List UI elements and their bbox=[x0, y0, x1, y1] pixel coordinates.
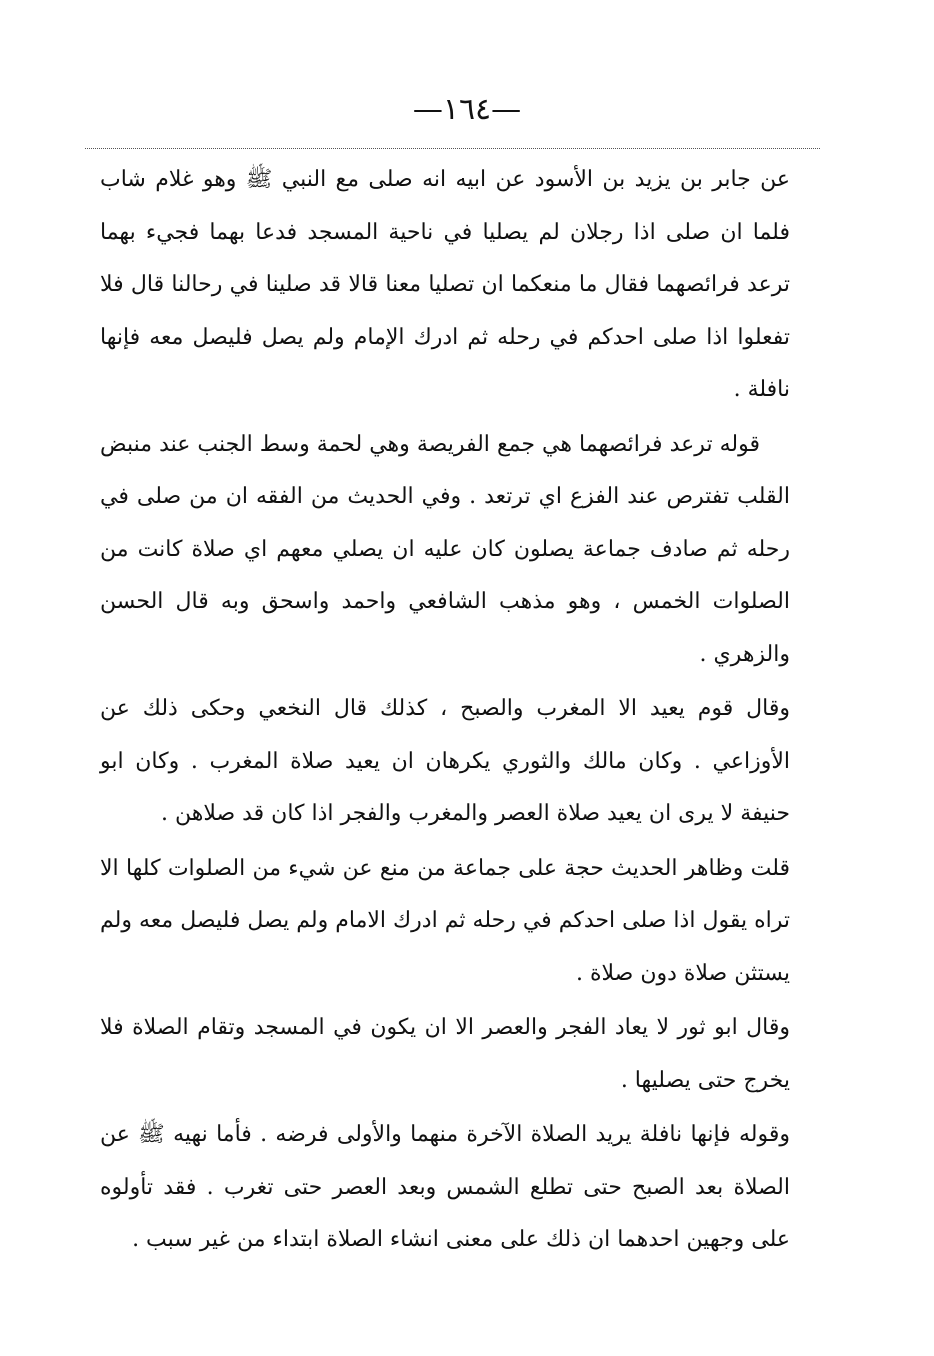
paragraph-abu-thawr: وقال ابو ثور لا يعاد الفجر والعصر الا ان يكون في المسجد وتقام الصلاة فلا يخرج حتى يصليها . bbox=[100, 1015, 790, 1093]
body-text bbox=[100, 154, 790, 1267]
header-divider bbox=[85, 148, 820, 149]
page-number: —١٦٤— bbox=[412, 92, 522, 127]
paragraph-hadith: عن جابر بن يزيد بن الأسود عن ابيه انه صلى مع النبي ﷺ وهو غلام شاب فلما ان صلى اذا رجلان لم يصليا في ناحية المسجد فدعا بهما فجيء بهما ترعد فرائصهما فقال ما منعكما ان تصليا معنا قالا قد صلينا في رحالنا قال فلا تفعلوا اذا صلى احدكم في رحله ثم ادرك الإمام ولم يصل فليصل معه فإنها نافلة . bbox=[100, 167, 790, 402]
paragraph-nafila: وقوله فإنها نافلة يريد الصلاة الآخرة منهما والأولى فرضه . فأما نهيه ﷺ عن الصلاة بعد الصبح حتى تطلع الشمس وبعد العصر حتى تغرب . فقد تأولوه على وجهين احدهما ان ذلك على معنى انشاء الصلاة ابتداء من غير سبب . bbox=[100, 1122, 790, 1252]
paragraph-remark: قلت وظاهر الحديث حجة على جماعة من منع عن شيء من الصلوات كلها الا تراه يقول اذا صلى احدكم في رحله ثم ادرك الامام ولم يصل فليصل معه ولم يستثن صلاة دون صلاة . bbox=[100, 855, 790, 986]
paragraph-opinions: وقال قوم يعيد الا المغرب والصبح ، كذلك قال النخعي وحكى ذلك عن الأوزاعي . وكان مالك والثوري يكرهان ان يعيد صلاة المغرب . وكان ابو حنيفة لا يرى ان يعيد صلاة العصر والمغرب والفجر اذا كان قد صلاهن . bbox=[100, 696, 790, 826]
paragraph-commentary: قوله ترعد فرائصهما هي جمع الفريصة وهي لحمة وسط الجنب عند منبض القلب تفترص عند الفزع اي ترتعد . وفي الحديث من الفقه ان من صلى في رحله ثم صادف جماعة يصلون كان عليه ان يصلي معهم اي صلاة كانت من الصلوات الخمس ، وهو مذهب الشافعي واحمد واسحق وبه قال الحسن والزهري . bbox=[100, 431, 790, 667]
